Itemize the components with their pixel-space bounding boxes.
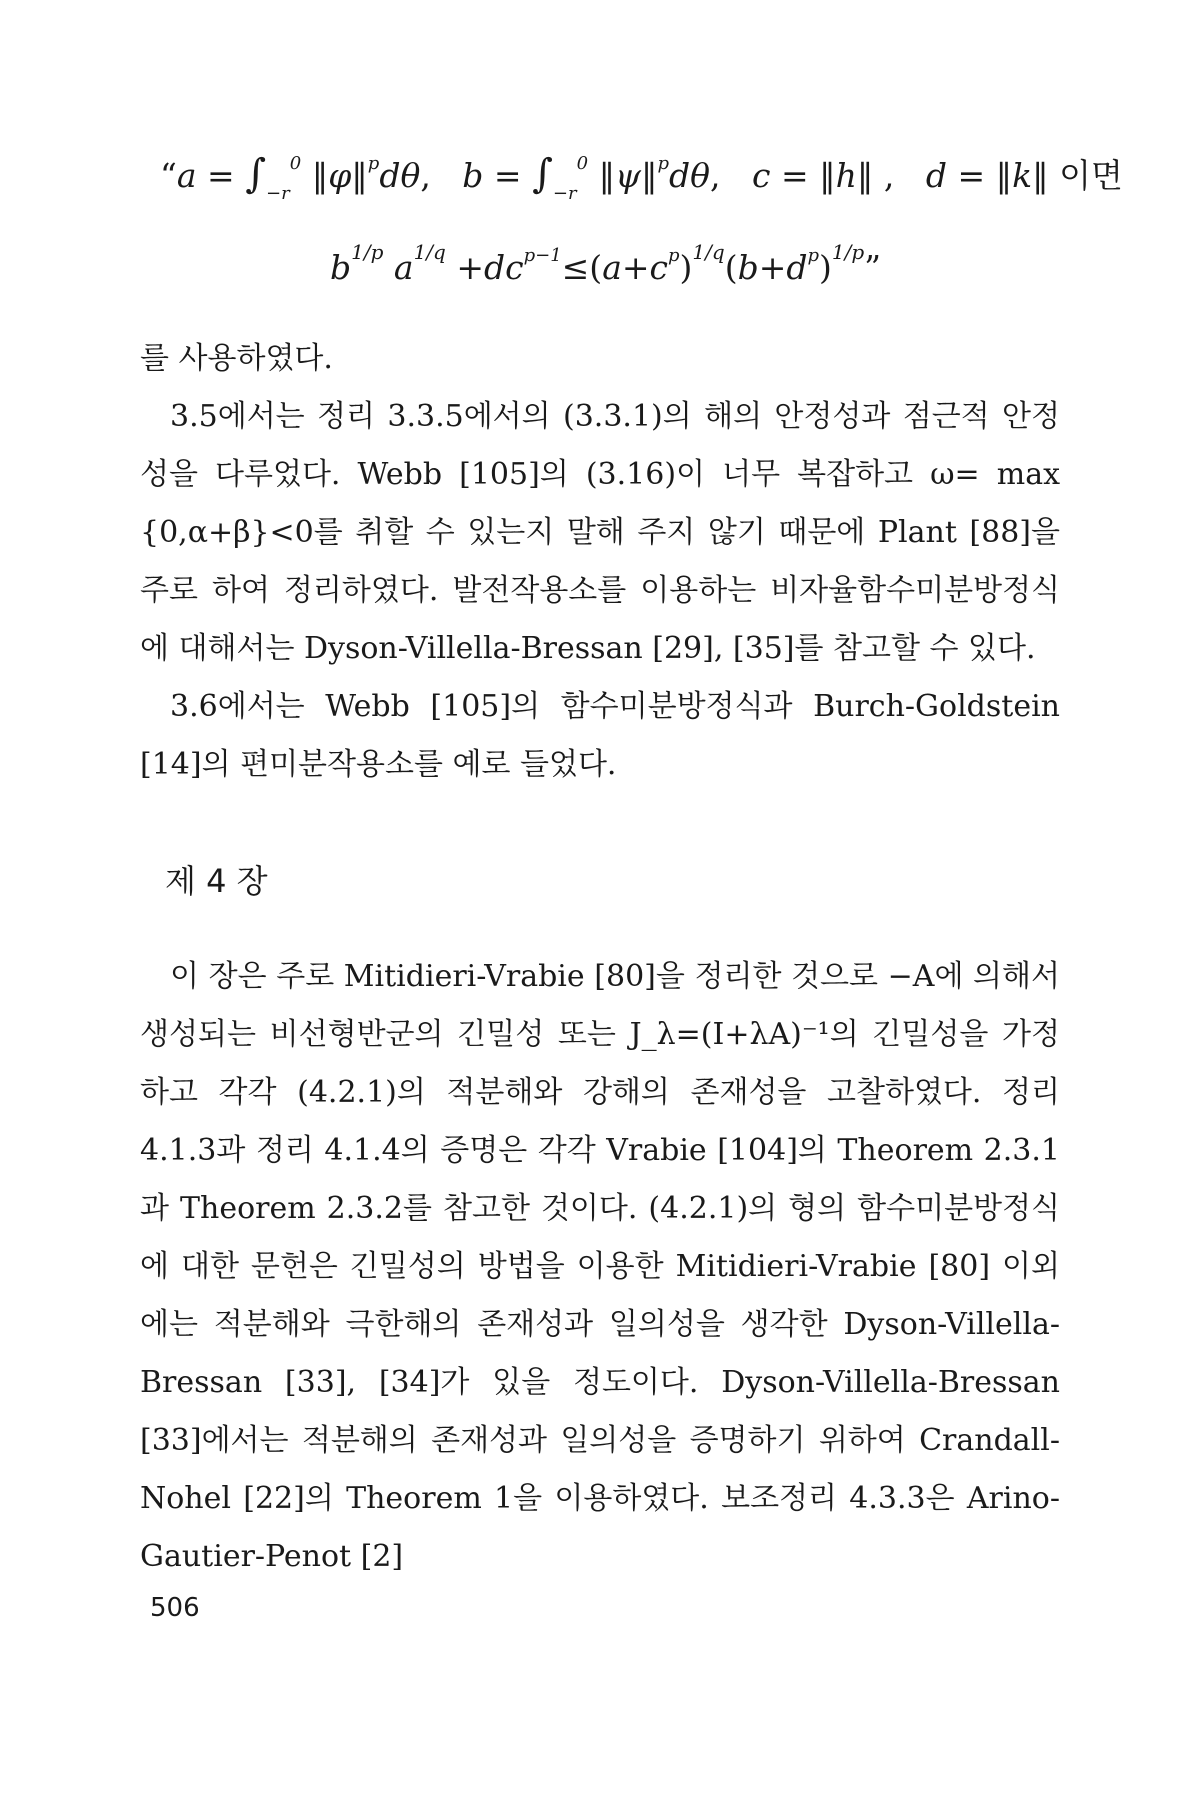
section-4-text bbox=[140, 948, 1060, 1586]
formula-definitions: “$a = \int_{-r}^0$ ‖φ‖$^p$dθ, $b = \int_{-r}^0$ ‖ψ‖$^p$dθ, c = ‖h‖ , d = ‖k‖ 이면 bbox=[160, 151, 1123, 204]
section-3-text bbox=[140, 330, 1060, 794]
paragraph: 3.5에서는 정리 3.3.5에서의 (3.3.1)의 해의 안정성과 점근적 안정성을 다루었다. Webb [105]의 (3.16)이 너무 복잡하고 ω= max {0,α+β}<0를 취할 수 있는지 말해 주지 않기 때문에 Plant [88]을 주로 하여 정리하였다. 발전작용소를 이용하는 비자율함수미분방정식에 대해서는 Dyson-Villella-Bressan [29], [35]를 참고할 수 있다. bbox=[140, 399, 1060, 666]
chapter-heading: 제 4 장 bbox=[165, 862, 268, 900]
paragraph: 를 사용하였다. bbox=[140, 341, 333, 376]
formula-inequality: $b^{1/p}$ $a^{1/q} +dc^{p-1}\le(a+c^p)^{1/q}(b+d^p)^{1/p}$” bbox=[330, 240, 882, 287]
paragraph: 이 장은 주로 Mitidieri-Vrabie [80]을 정리한 것으로 −A에 의해서 생성되는 비선형반군의 긴밀성 또는 J_λ=(I+λA)⁻¹의 긴밀성을 가정하고 각각 (4.2.1)의 적분해와 강해의 존재성을 고찰하였다. 정리 4.1.3과 정리 4.1.4의 증명은 각각 Vrabie [104]의 Theorem 2.3.1과 Theorem 2.3.2를 참고한 것이다. (4.2.1)의 형의 함수미분방정식에 대한 문헌은 긴밀성의 방법을 이용한 Mitidieri-Vrabie [80] 이외에는 적분해와 극한해의 존재성과 일의성을 생각한 Dyson-Villella-Bressan [33], [34]가 있을 정도이다. Dyson-Villella-Bressan [33]에서는 적분해의 존재성과 일의성을 증명하기 위하여 Crandall-Nohel [22]의 Theorem 1을 이용하였다. 보조정리 4.3.3은 Arino-Gautier-Penot [2] bbox=[140, 959, 1060, 1574]
page-number: 506 bbox=[150, 1593, 200, 1623]
paragraph: 3.6에서는 Webb [105]의 함수미분방정식과 Burch-Goldstein [14]의 편미분작용소를 예로 들었다. bbox=[140, 689, 1060, 782]
